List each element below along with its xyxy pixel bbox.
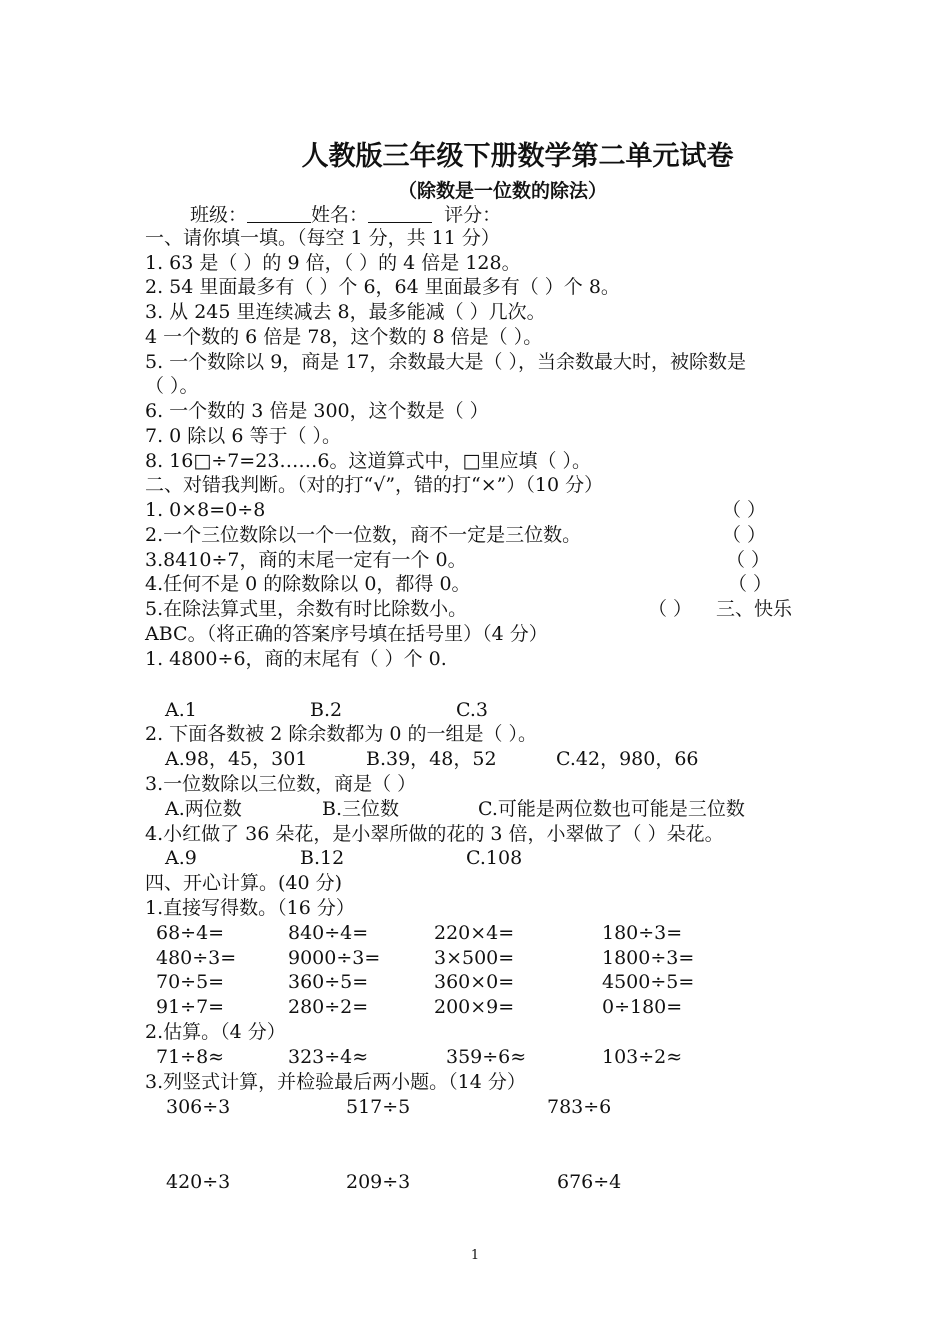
s1-item-1: 1. 63 是（ ）的 9 倍，（ ）的 4 倍是 128。 [145, 252, 521, 274]
s3-q4: 4.小红做了 36 朵花，是小翠所做的花的 3 倍，小翠做了（ ）朵花。 [145, 823, 724, 845]
s3-q3: 3.一位数除以三位数，商是（ ） [145, 773, 417, 795]
s3-q3-option-c: C.可能是两位数也可能是三位数 [478, 798, 745, 820]
vertical-calc-5: 209÷3 [346, 1171, 411, 1193]
estimate-3: 359÷6≈ [446, 1046, 527, 1068]
s1-item-2: 2. 54 里面最多有（ ）个 6，64 里面最多有（ ）个 8。 [145, 276, 620, 298]
s3-q2-option-b: B.39，48，52 [366, 748, 497, 770]
calc-r2-c3: 3×500= [434, 947, 515, 969]
s1-item-4: 4 一个数的 6 倍是 78，这个数的 8 倍是（ ）。 [145, 326, 543, 348]
s3-q2-option-c: C.42，980，66 [556, 748, 699, 770]
s3-q1-option-c: C.3 [456, 699, 488, 721]
s1-item-3: 3. 从 245 里连续减去 8，最多能减（ ）几次。 [145, 301, 546, 323]
calc-r2-c1: 480÷3= [156, 947, 237, 969]
class-label: 班级： [190, 204, 248, 226]
calc-r4-c3: 200×9= [434, 996, 515, 1018]
estimate-2: 323÷4≈ [288, 1046, 369, 1068]
estimate-1: 71÷8≈ [156, 1046, 225, 1068]
page-title: 人教版三年级下册数学第二单元试卷 [301, 141, 734, 172]
s1-item-6: 6. 一个数的 3 倍是 300，这个数是（ ） [145, 400, 489, 422]
s2-item-1: 1. 0×8=0÷8 [145, 499, 266, 521]
vertical-calc-2: 517÷5 [346, 1096, 411, 1118]
vertical-calc-1: 306÷3 [166, 1096, 231, 1118]
calc-r2-c2: 9000÷3= [288, 947, 381, 969]
estimate-4: 103÷2≈ [602, 1046, 683, 1068]
s1-item-7: 7. 0 除以 6 等于（ ）。 [145, 425, 342, 447]
s4-part1-heading: 1.直接写得数。（16 分） [145, 897, 355, 919]
calc-r3-c3: 360×0= [434, 971, 515, 993]
calc-r3-c2: 360÷5= [288, 971, 369, 993]
s1-item-5-cont: （ ）。 [145, 375, 199, 397]
calc-r4-c1: 91÷7= [156, 996, 225, 1018]
s3-q1-option-a: A.1 [165, 699, 197, 721]
page-number: 1 [470, 1248, 480, 1263]
calc-r3-c4: 4500÷5= [602, 971, 695, 993]
s3-q2: 2. 下面各数被 2 除余数都为 0 的一组是（ ）。 [145, 723, 538, 745]
name-blank[interactable] [368, 202, 432, 223]
section1-heading: 一、请你填一填。（每空 1 分，共 11 分） [145, 227, 500, 249]
s3-q4-option-c: C.108 [466, 847, 523, 869]
calc-r1-c4: 180÷3= [602, 922, 683, 944]
s4-part2-heading: 2.估算。（4 分） [145, 1021, 286, 1043]
s2-item-1-answer[interactable]: （ ） [722, 499, 767, 521]
score-label: 评分： [444, 204, 502, 226]
section3-heading-start: 三、快乐 [716, 598, 793, 620]
calc-r1-c2: 840÷4= [288, 922, 369, 944]
s1-item-5: 5. 一个数除以 9，商是 17，余数最大是（ ），当余数最大时，被除数是 [145, 351, 747, 373]
s2-item-2-answer[interactable]: （ ） [722, 524, 767, 546]
section2-heading: 二、对错我判断。（对的打“√”，错的打“×”）（10 分） [145, 474, 604, 496]
s2-item-5-answer[interactable]: （ ） [648, 598, 693, 620]
s2-item-3-answer[interactable]: （ ） [726, 549, 771, 571]
class-blank[interactable] [247, 202, 311, 223]
section3-heading: ABC。（将正确的答案序号填在括号里）（4 分） [145, 623, 548, 645]
vertical-calc-3: 783÷6 [547, 1096, 612, 1118]
s3-q3-option-a: A.两位数 [165, 798, 242, 820]
calc-r4-c4: 0÷180= [602, 996, 683, 1018]
s4-part3-heading: 3.列竖式计算，并检验最后两小题。（14 分） [145, 1071, 526, 1093]
section4-heading: 四、开心计算。(40 分) [145, 872, 343, 894]
s3-q4-option-b: B.12 [300, 847, 345, 869]
calc-r3-c1: 70÷5= [156, 971, 225, 993]
student-info-line [190, 202, 501, 227]
s2-item-5: 5.在除法算式里，余数有时比除数小。 [145, 598, 468, 620]
s2-item-2: 2.一个三位数除以一个一位数，商不一定是三位数。 [145, 524, 582, 546]
page-subtitle: （除数是一位数的除法） [397, 180, 607, 202]
calc-r1-c1: 68÷4= [156, 922, 225, 944]
name-label: 姓名： [311, 204, 369, 226]
vertical-calc-4: 420÷3 [166, 1171, 231, 1193]
s2-item-4-answer[interactable]: （ ） [728, 573, 773, 595]
s3-q2-option-a: A.98，45，301 [165, 748, 308, 770]
s3-q1-option-b: B.2 [310, 699, 343, 721]
s3-q1: 1. 4800÷6，商的末尾有（ ）个 0. [145, 648, 447, 670]
s2-item-3: 3.8410÷7，商的末尾一定有一个 0。 [145, 549, 467, 571]
s1-item-8: 8. 16□÷7=23……6。这道算式中，□里应填（ ）。 [145, 450, 591, 472]
s3-q3-option-b: B.三位数 [322, 798, 400, 820]
s3-q4-option-a: A.9 [165, 847, 197, 869]
vertical-calc-6: 676÷4 [557, 1171, 622, 1193]
calc-r2-c4: 1800÷3= [602, 947, 695, 969]
calc-r1-c3: 220×4= [434, 922, 515, 944]
calc-r4-c2: 280÷2= [288, 996, 369, 1018]
s2-item-4: 4.任何不是 0 的除数除以 0，都得 0。 [145, 573, 471, 595]
